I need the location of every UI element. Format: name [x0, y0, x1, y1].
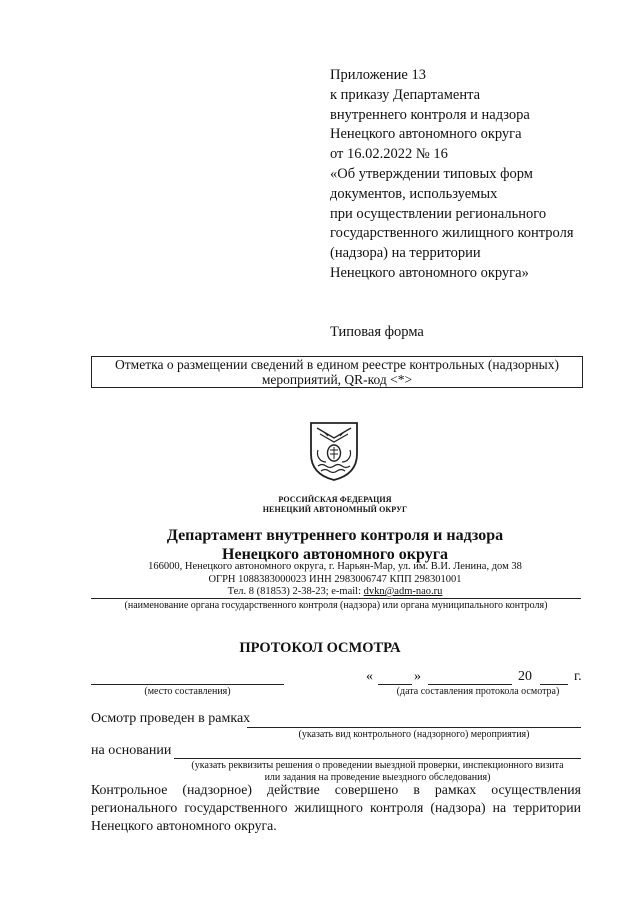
divider — [91, 598, 581, 599]
coat-of-arms-icon — [308, 420, 360, 482]
body-paragraph: Контрольное (надзорное) действие совершено в рамках осуществления регионального государственного жилищного контроля (надзора) на территории Ненецкого автономного округа. — [91, 782, 581, 833]
qr-box-line: Отметка о размещении сведений в едином реестре контрольных (надзорных) — [115, 357, 559, 372]
appendix-line: (надзора) на территории — [330, 245, 481, 262]
appendix-line: «Об утверждении типовых форм — [330, 165, 533, 182]
form-type-label: Типовая форма — [330, 324, 424, 340]
qr-registry-box — [91, 356, 583, 388]
org-header — [200, 495, 470, 514]
department-name — [120, 526, 550, 564]
year-field-line — [540, 684, 568, 685]
address: 166000, Ненецкого автономного округа, г. Нарьян-Мар, ул. им. В.И. Ленина, дом 38 — [148, 561, 522, 572]
department-contacts — [120, 561, 550, 599]
appendix-line: при осуществлении регионального — [330, 205, 547, 222]
appendix-line: документов, используемых — [330, 185, 498, 202]
registration-ids: ОГРН 1088383000023 ИНН 2983006747 КПП 298301001 — [208, 573, 462, 585]
basis-caption-line: или задания на проведение выездного обследования) — [264, 772, 491, 783]
appendix-line: Ненецкого автономного округа — [330, 126, 522, 143]
open-quote: « — [366, 669, 373, 684]
region-name: НЕНЕЦКИЙ АВТОНОМНЫЙ ОКРУГ — [262, 504, 408, 514]
authority-caption: (наименование органа государственного контроля (надзора) или органа муниципального контроля) — [124, 600, 548, 611]
appendix-line: Приложение 13 — [330, 67, 426, 83]
appendix-line: Ненецкого автономного округа» — [330, 264, 529, 281]
day-field-line — [378, 684, 412, 685]
basis-caption-line: (указать реквизиты решения о проведении выездной проверки, инспекционного визита — [191, 760, 564, 771]
appendix-header — [330, 66, 620, 284]
appendix-line: внутреннего контроля и надзора — [330, 106, 530, 123]
month-field-line — [428, 684, 512, 685]
document-title: ПРОТОКОЛ ОСМОТРА — [239, 640, 401, 656]
year-suffix: г. — [574, 669, 582, 684]
close-quote: » — [414, 669, 421, 684]
department-line: Департамент внутреннего контроля и надзора — [166, 527, 504, 544]
inspection-label: Осмотр проведен в рамках — [91, 711, 251, 726]
department-line: Ненецкого автономного округа — [222, 546, 448, 563]
date-caption: (дата составления протокола осмотра) — [396, 686, 560, 697]
appendix-line: государственного жилищного контроля — [330, 225, 574, 242]
place-field-line — [91, 684, 284, 685]
appendix-line: к приказу Департамента — [330, 86, 481, 103]
inspection-caption: (указать вид контрольного (надзорного) мероприятия) — [298, 729, 530, 740]
year-prefix: 20 — [518, 669, 532, 684]
inspection-field-line — [247, 727, 581, 728]
country-name: РОССИЙСКАЯ ФЕДЕРАЦИЯ — [278, 495, 392, 504]
appendix-line: от 16.02.2022 № 16 — [330, 146, 448, 163]
phone: Тел. 8 (81853) 2-38-23; e-mail: — [227, 586, 364, 597]
basis-field-line — [174, 758, 581, 759]
qr-box-line: мероприятий, QR-код <*> — [261, 372, 413, 387]
email-link[interactable]: dvkn@adm-nao.ru — [363, 586, 443, 597]
contacts — [120, 586, 550, 599]
basis-label: на основании — [91, 743, 172, 758]
place-caption: (место составления) — [144, 686, 231, 697]
